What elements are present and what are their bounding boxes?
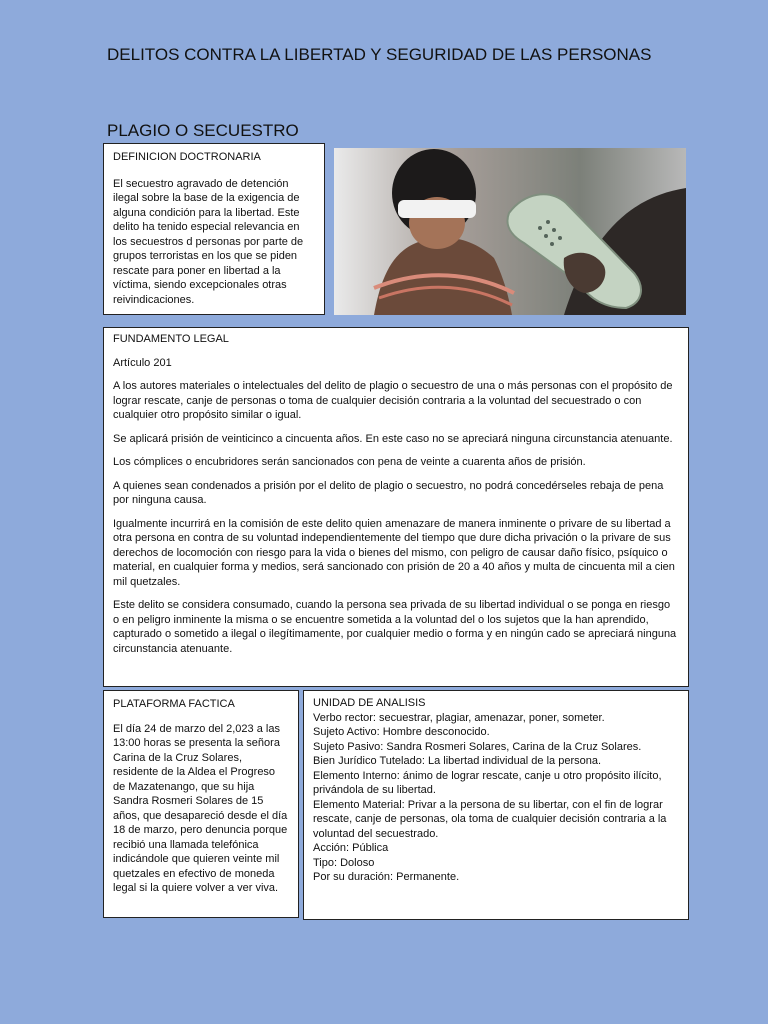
- unidad-line: Sujeto Activo: Hombre desconocido.: [313, 726, 490, 738]
- fundamento-heading: FUNDAMENTO LEGAL: [113, 333, 229, 345]
- unidad-line: Elemento Material: Privar a la persona de su libertar, con el fin de lograr rescate, canje de personas, ola toma de cualquier decisión contraria a la voluntad del secuestrado.: [313, 798, 667, 840]
- blindfolded-victim-phone-icon: [334, 148, 686, 315]
- unidad-line: Por su duración: Permanente.: [313, 871, 460, 883]
- unidad-heading: UNIDAD DE ANALISIS: [313, 697, 426, 709]
- unidad-line: Tipo: Doloso: [313, 856, 375, 869]
- fundamento-paragraph: Artículo 201: [113, 356, 172, 369]
- plataforma-factica-box: [103, 690, 299, 918]
- unidad-line: Bien Jurídico Tutelado: La libertad individual de la persona.: [313, 755, 602, 767]
- document-title: DELITOS CONTRA LA LIBERTAD Y SEGURIDAD DE LAS PERSONAS: [107, 45, 652, 64]
- section-title: PLAGIO O SECUESTRO: [107, 121, 299, 140]
- definicion-heading: DEFINICION DOCTRONARIA: [113, 151, 261, 163]
- fundamento-paragraph: Los cómplices o encubridores serán sancionados con pena de veinte a cuarenta años de prisión.: [113, 456, 586, 468]
- unidad-line: Verbo rector: secuestrar, plagiar, amenazar, poner, someter.: [313, 711, 605, 724]
- plataforma-heading: PLATAFORMA FACTICA: [113, 698, 235, 710]
- unidad-analisis-box: [303, 690, 689, 920]
- definicion-box: [103, 143, 325, 315]
- unidad-line: Elemento Interno: ánimo de lograr rescate, canje u otro propósito ilícito, privándola de su libertad.: [313, 769, 662, 796]
- fundamento-paragraph: A los autores materiales o intelectuales del delito de plagio o secuestro de una o más personas con el propósito de lograr rescate, canje de personas o toma de cualquier decisión contraria a la voluntad del secuestrado o con cualquier otro propósito similar o igual.: [113, 380, 673, 421]
- plataforma-text: El día 24 de marzo del 2,023 a las 13:00 horas se presenta la señora Carina de la Cruz Solares, residente de la Aldea el Progreso de Mazatenango, que su hija Sandra Rosmeri Solares de 15 años, que desapareció desde el día 18 de marzo, pero denuncia porque recibió una llamada telefónica indicándole que quieren veinte mil quetzales en efectivo de moneda legal si la quiere volver a ver viva.: [113, 722, 288, 894]
- kidnapping-photo: [334, 148, 686, 315]
- fundamento-paragraph: Igualmente incurrirá en la comisión de este delito quien amenazare de manera inminente o privare de su libertad a otra persona en contra de su voluntad independientemente del tiempo que dure dicha privación o la privare de sus derechos de locomoción con riesgo para la vida o bienes del mismo, con peligro de causar daño físico, psíquico o material, en cualquier forma y medios, será sancionado con prisión de 20 a 40 años y multa de cincuenta mil a cien mil quetzales.: [113, 517, 675, 588]
- fundamento-legal-box: [103, 327, 689, 687]
- fundamento-paragraph: Se aplicará prisión de veinticinco a cincuenta años. En este caso no se apreciará ninguna circunstancia atenuante.: [113, 432, 673, 445]
- fundamento-paragraph: A quienes sean condenados a prisión por el delito de plagio o secuestro, no podrá concedérseles rebaja de pena por ninguna causa.: [113, 479, 664, 506]
- fundamento-paragraph: Este delito se considera consumado, cuando la persona sea privada de su libertad individual o se ponga en riesgo o en peligro inminente la misma o se encuentre sometida a la voluntad del o los sujetos que la han aprendido, capturado o sometido a ilegal o ilegítimamente, por cualquier medio o forma y en ningún cado se apreciará ninguna circunstancia atenuante.: [113, 599, 677, 655]
- unidad-line: Sujeto Pasivo: Sandra Rosmeri Solares, Carina de la Cruz Solares.: [313, 740, 642, 753]
- unidad-line: Acción: Pública: [313, 842, 389, 854]
- definicion-text: El secuestro agravado de detención ilegal sobre la base de la exigencia de alguna condición para la libertad. Este delito ha tenido especial relevancia en los secuestros d personas por parte de grupos terroristas en los que se piden rescate para poner en libertad a la víctima, siendo excepcionales otras reivindicaciones.: [113, 177, 304, 306]
